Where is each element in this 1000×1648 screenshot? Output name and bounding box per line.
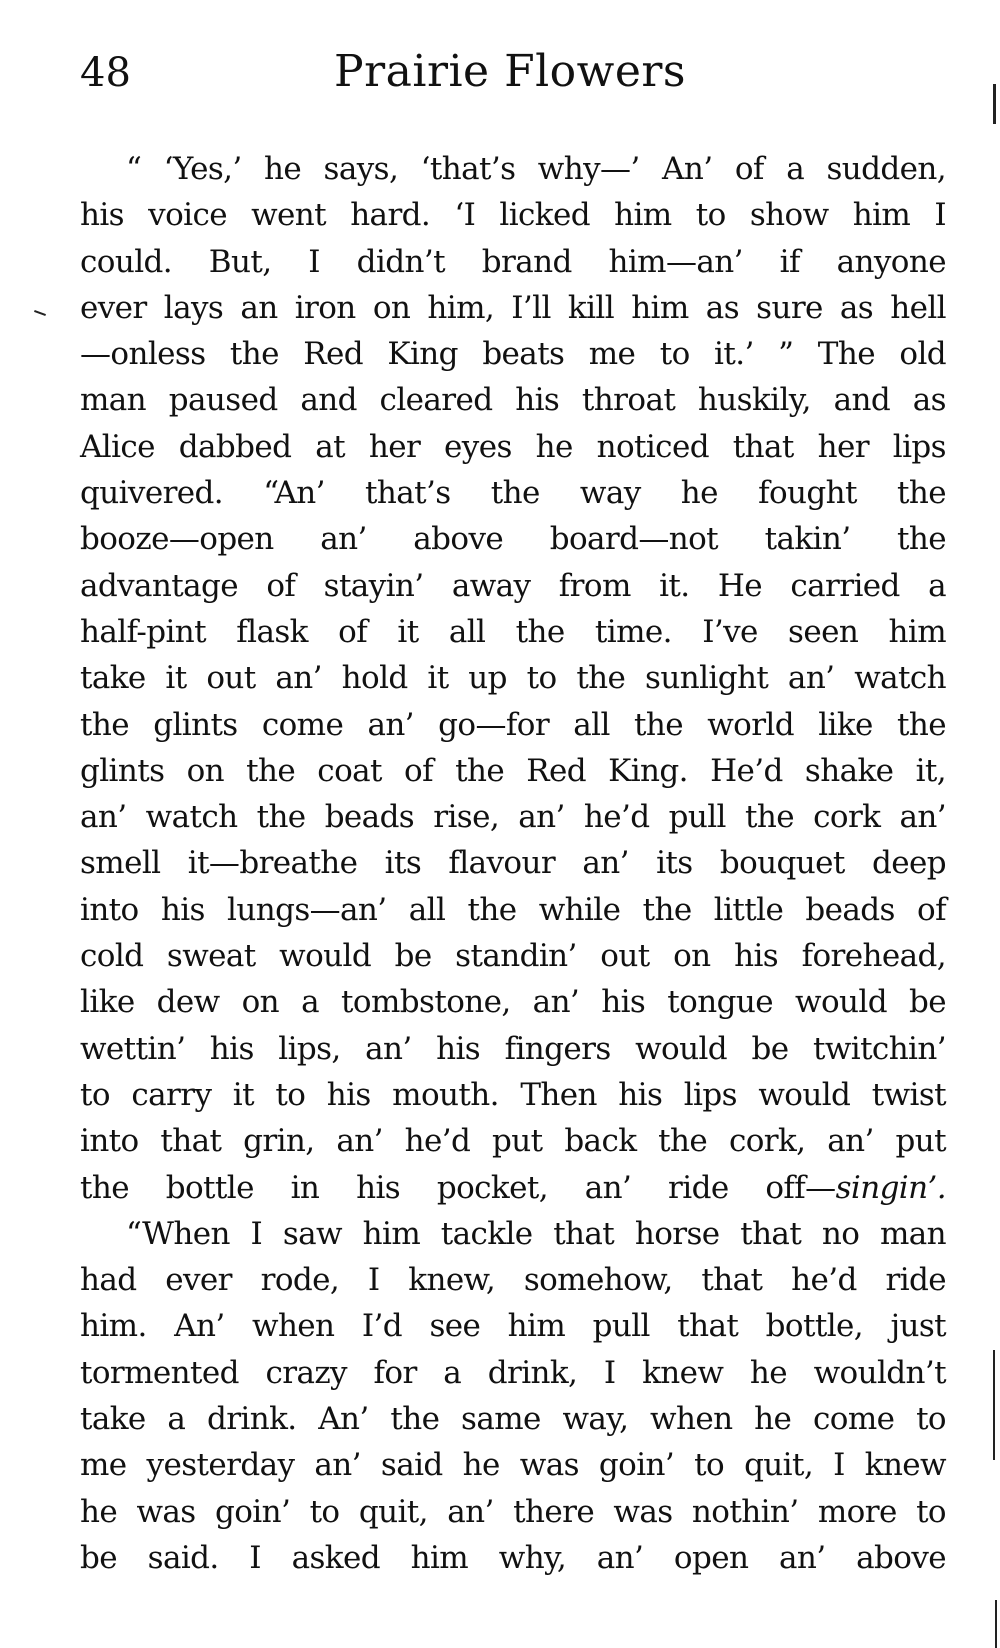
text-line: he was goin’ to quit, an’ there was nothin’ more to	[80, 1493, 946, 1530]
text-line: him. An’ when I’d see him pull that bottle, just	[80, 1308, 946, 1345]
text-line: an’ watch the beads rise, an’ he’d pull the cork an’	[80, 799, 946, 836]
text-line-segment: the bottle in his pocket, an’ ride off—	[80, 1169, 836, 1206]
text-line: “When I saw him tackle that horse that no man	[126, 1215, 946, 1252]
margin-scan-bar	[995, 1600, 997, 1648]
text-line: half-pint flask of it all the time. I’ve seen him	[80, 613, 946, 650]
body-text	[80, 146, 946, 1581]
page-header	[80, 40, 940, 110]
text-line: smell it—breathe its flavour an’ its bouquet deep	[80, 845, 946, 882]
text-line: booze—open an’ above board—not takin’ the	[80, 521, 946, 558]
text-line: like dew on a tombstone, an’ his tongue would be	[80, 984, 946, 1021]
text-line: could. But, I didn’t brand him—an’ if anyone	[80, 243, 946, 280]
text-line: take a drink. An’ the same way, when he come to	[80, 1401, 946, 1438]
text-line: man paused and cleared his throat huskily, and as	[80, 382, 946, 419]
text-line: his voice went hard. ‘I licked him to show him I	[80, 197, 946, 234]
margin-tick-mark	[34, 310, 46, 316]
italic-word: singin’.	[835, 1169, 946, 1206]
text-line: into his lungs—an’ all the while the little beads of	[80, 891, 946, 928]
text-line: take it out an’ hold it up to the sunlight an’ watch	[80, 660, 946, 697]
margin-scan-bar	[993, 1350, 995, 1460]
text-line-with-italic-end	[80, 1165, 946, 1211]
margin-scan-bar	[993, 84, 996, 124]
text-line: the glints come an’ go—for all the world like the	[80, 706, 946, 743]
text-line: quivered. “An’ that’s the way he fought the	[80, 475, 946, 512]
text-line: cold sweat would be standin’ out on his forehead,	[80, 938, 946, 975]
text-line: glints on the coat of the Red King. He’d shake it,	[80, 752, 946, 789]
text-line: into that grin, an’ he’d put back the cork, an’ put	[80, 1123, 946, 1160]
text-line: Alice dabbed at her eyes he noticed that her lips	[80, 428, 946, 465]
text-line: wettin’ his lips, an’ his fingers would be twitchin’	[80, 1030, 946, 1067]
text-line: “ ‘Yes,’ he says, ‘that’s why—’ An’ of a sudden,	[126, 151, 946, 187]
text-line: me yesterday an’ said he was goin’ to quit, I knew	[80, 1447, 946, 1484]
running-title: Prairie Flowers	[334, 46, 686, 97]
text-line: ever lays an iron on him, I’ll kill him as sure as hell	[80, 289, 946, 326]
text-line: be said. I asked him why, an’ open an’ above	[80, 1539, 946, 1576]
text-line: tormented crazy for a drink, I knew he wouldn’t	[80, 1354, 946, 1391]
page-number: 48	[80, 50, 131, 96]
text-line: advantage of stayin’ away from it. He carried a	[80, 567, 946, 604]
text-line: to carry it to his mouth. Then his lips would twist	[80, 1076, 946, 1113]
text-line: had ever rode, I knew, somehow, that he’d ride	[80, 1262, 946, 1299]
text-line: —onless the Red King beats me to it.’ ” The old	[80, 336, 946, 373]
